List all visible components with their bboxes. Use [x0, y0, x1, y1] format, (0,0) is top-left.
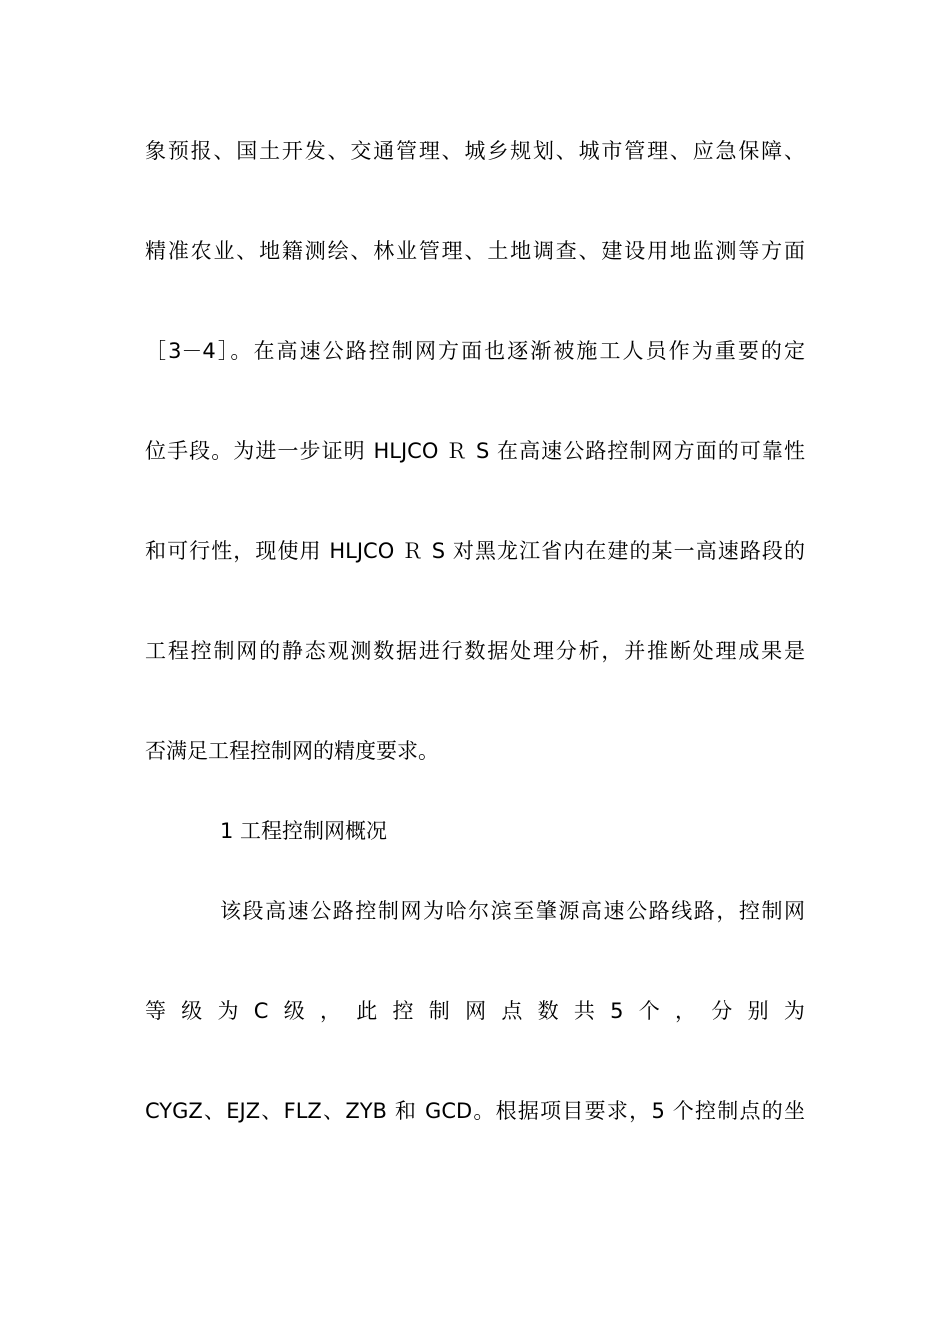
body-line-1: 象预报、国土开发、交通管理、城乡规划、城市管理、应急保障、 [145, 139, 805, 163]
spread-word: 等 [145, 999, 166, 1023]
spread-line [145, 997, 805, 1025]
body-line-2: 精准农业、地籍测绘、林业管理、土地调查、建设用地监测等方面 [145, 239, 805, 263]
spread-word: 点 [501, 999, 523, 1023]
spread-word: 级 [181, 999, 203, 1023]
paragraph-first-line: 该段高速公路控制网为哈尔滨至肇源高速公路线路，控制网 [220, 899, 805, 923]
spread-word: ， [320, 999, 341, 1023]
spread-word: 为 [783, 999, 805, 1023]
spread-word: 级 [283, 999, 305, 1023]
body-line-7: 否满足工程控制网的精度要求。 [145, 739, 439, 763]
spread-word: 网 [465, 999, 487, 1023]
body-line-last: CYGZ、EJZ、FLZ、ZYB 和 GCD。根据项目要求，5 个控制点的坐 [145, 1099, 805, 1123]
spread-word: 制 [428, 999, 450, 1023]
spread-word: 共 [573, 999, 595, 1023]
spread-word: 为 [217, 999, 239, 1023]
spread-word: 个 [638, 999, 660, 1023]
body-line-4: 位手段。为进一步证明 HLJCO Ｒ S 在高速公路控制网方面的可靠性 [145, 439, 805, 463]
body-line-6: 工程控制网的静态观测数据进行数据处理分析，并推断处理成果是 [145, 639, 805, 663]
spread-word: ， [675, 999, 697, 1023]
spread-word: C [253, 999, 269, 1023]
body-line-3: ［3－4］。在高速公路控制网方面也逐渐被施工人员作为重要的定 [145, 339, 805, 363]
spread-word: 5 [610, 999, 624, 1023]
spread-word: 分 [711, 999, 733, 1023]
spread-word: 此 [356, 999, 378, 1023]
spread-word: 控 [392, 999, 414, 1023]
body-line-5: 和可行性，现使用 HLJCO Ｒ S 对黑龙江省内在建的某一高速路段的 [145, 539, 805, 563]
spread-word: 别 [747, 999, 769, 1023]
section-heading: 1 工程控制网概况 [220, 819, 388, 843]
spread-word: 数 [537, 999, 559, 1023]
